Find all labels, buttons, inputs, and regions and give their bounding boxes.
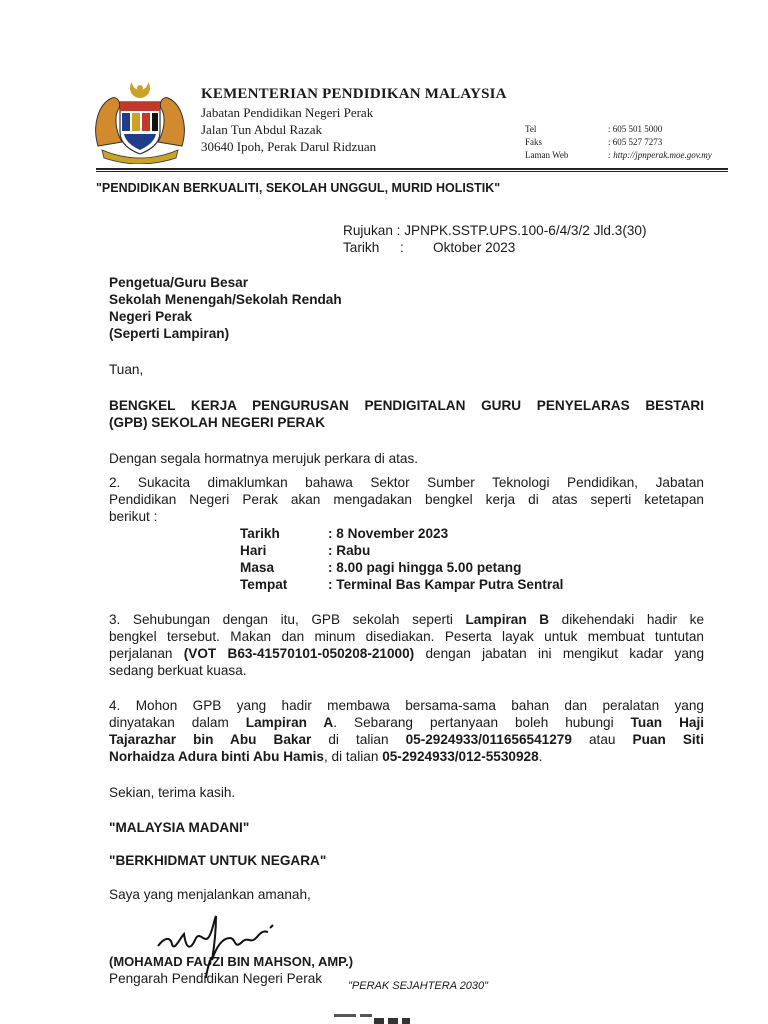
subject-line-2: (GPB) SEKOLAH NEGERI PERAK	[109, 415, 326, 430]
fax-label: Faks	[525, 137, 543, 147]
para3-line-4: sedang berkuat kuasa.	[109, 663, 247, 678]
contact-person-2-name: Norhaidza Adura binti Abu Hamis	[109, 749, 324, 764]
reference-number: Rujukan : JPNPK.SSTP.UPS.100-6/4/3/2 Jld.3(30)	[343, 223, 647, 238]
fax-value: : 605 527 7273	[608, 137, 663, 147]
detail-venue-value: : Terminal Bas Kampar Putra Sentral	[328, 577, 564, 592]
para2-line-3: berikut :	[109, 509, 158, 524]
signatory-name: (MOHAMAD FAUZI BIN MAHSON, AMP.)	[109, 954, 354, 969]
para4-line-3: Tajarazhar bin Abu Bakar di talian 05-2924933/011656541279 atau Puan Siti	[109, 732, 704, 747]
contact-person-2-phone: 05-2924933/012-5530928	[382, 749, 539, 764]
website-label: Laman Web	[525, 150, 569, 160]
recipient-line-3: Negeri Perak	[109, 309, 193, 324]
government-crest-icon	[88, 76, 192, 164]
detail-day-value: : Rabu	[328, 543, 371, 558]
contact-person-1-name: Tajarazhar bin Abu Bakar	[109, 732, 312, 747]
para4-line-1: 4. Mohon GPB yang hadir membawa bersama-sama bahan dan peralatan yang	[109, 698, 704, 713]
footer-logos-icon	[334, 1012, 414, 1024]
closing-line: Sekian, terima kasih.	[109, 785, 236, 800]
ministry-motto: "PENDIDIKAN BERKUALITI, SEKOLAH UNGGUL, MURID HOLISTIK"	[96, 181, 501, 195]
para4-line-2: dinyatakan dalam Lampiran A. Sebarang pertanyaan boleh hubungi Tuan Haji	[109, 715, 705, 730]
vot-code: (VOT B63-41570101-050208-21000)	[183, 646, 415, 661]
reference-date-separator: :	[400, 240, 404, 255]
header-divider	[96, 168, 728, 170]
address-line-3: 30640 Ipoh, Perak Darul Ridzuan	[201, 139, 377, 154]
reference-date-label: Tarikh	[343, 240, 380, 255]
footer-slogan: "PERAK SEJAHTERA 2030"	[348, 980, 489, 992]
para3-line-1: 3. Sehubungan dengan itu, GPB sekolah seperti Lampiran B dikehendaki hadir ke	[109, 612, 704, 627]
opening-line: Dengan segala hormatnya merujuk perkara di atas.	[109, 451, 419, 466]
slogan-berkhidmat: "BERKHIDMAT UNTUK NEGARA"	[109, 853, 327, 868]
contact-person-1-title: Tuan Haji	[630, 715, 705, 730]
para2-line-2: Pendidikan Negeri Perak akan mengadakan bengkel kerja di atas seperti ketetapan	[109, 492, 704, 507]
address-line-2: Jalan Tun Abdul Razak	[201, 122, 322, 137]
attachment-b-ref: Lampiran B	[465, 612, 550, 627]
salutation: Tuan,	[109, 362, 144, 377]
trust-line: Saya yang menjalankan amanah,	[109, 887, 311, 902]
recipient-line-2: Sekolah Menengah/Sekolah Rendah	[109, 292, 342, 307]
para3-line-3: perjalanan (VOT B63-41570101-050208-21000) dengan jabatan ini mengikut kadar yang	[109, 646, 705, 661]
address-line-1: Jabatan Pendidikan Negeri Perak	[201, 105, 374, 120]
subject-line-1: BENGKEL KERJA PENGURUSAN PENDIGITALAN GURU PENYELARAS BESTARI	[109, 398, 704, 413]
detail-date-value: : 8 November 2023	[328, 526, 449, 541]
contact-person-2-title: Puan Siti	[632, 732, 704, 747]
para2-line-1: 2. Sukacita dimaklumkan bahawa Sektor Sumber Teknologi Pendidikan, Jabatan	[109, 475, 704, 490]
website-link[interactable]: : http://jpnperak.moe.gov.my	[608, 150, 712, 160]
recipient-line-1: Pengetua/Guru Besar	[109, 275, 248, 290]
organization-name: KEMENTERIAN PENDIDIKAN MALAYSIA	[201, 86, 507, 102]
detail-date-label: Tarikh	[240, 526, 280, 541]
detail-venue-label: Tempat	[240, 577, 288, 592]
detail-time-label: Masa	[240, 560, 275, 575]
tel-value: : 605 501 5000	[608, 124, 663, 134]
signatory-title: Pengarah Pendidikan Negeri Perak	[109, 971, 323, 986]
reference-date-value: Oktober 2023	[433, 240, 516, 255]
para4-line-4: Norhaidza Adura binti Abu Hamis, di talian 05-2924933/012-5530928.	[109, 749, 543, 764]
recipient-line-4: (Seperti Lampiran)	[109, 326, 230, 341]
slogan-malaysia-madani: "MALAYSIA MADANI"	[109, 820, 250, 835]
para3-line-2: bengkel tersebut. Makan dan minum disediakan. Peserta layak untuk membuat tuntutan	[109, 629, 704, 644]
detail-time-value: : 8.00 pagi hingga 5.00 petang	[328, 560, 522, 575]
contact-person-1-phone: 05-2924933/011656541279	[405, 732, 572, 747]
tel-label: Tel	[525, 124, 537, 134]
header-divider-thin	[96, 171, 728, 172]
detail-day-label: Hari	[240, 543, 267, 558]
attachment-a-ref: Lampiran A	[245, 715, 334, 730]
